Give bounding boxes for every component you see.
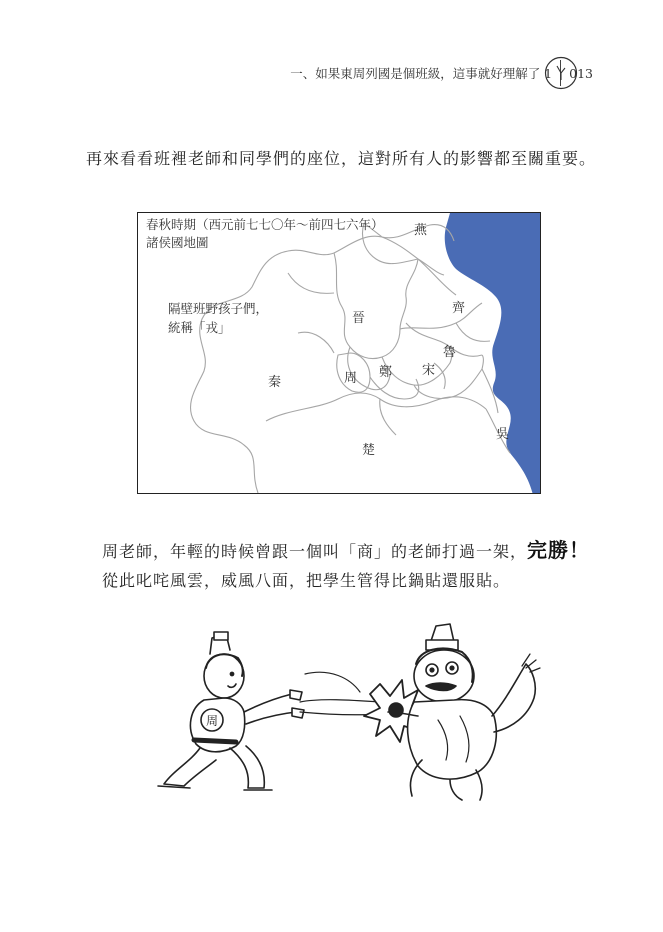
state-label-qin: 秦 — [268, 375, 282, 390]
shang-fighter — [388, 624, 540, 800]
story-line-2: 從此叱咤風雲，威風八面，把學生管得比鍋貼還服貼。 — [102, 571, 511, 590]
clock-icon — [544, 56, 578, 90]
rong-note-line1: 隔壁班野孩子們， — [168, 301, 269, 316]
story-line-1 — [102, 536, 602, 566]
robe-emblem: 周 — [205, 714, 219, 728]
state-label-yan: 燕 — [414, 223, 428, 238]
running-title: 一、如果東周列國是個班級，這事就好理解了 1 — [290, 66, 553, 81]
story-line-1-text: 周老師，年輕的時候曾跟一個叫「商」的老師打過一架， — [102, 542, 528, 561]
state-label-qi: 齊 — [452, 301, 466, 316]
state-label-jin: 晉 — [352, 311, 366, 326]
page-number: 013 — [569, 65, 593, 81]
state-label-zheng: 鄭 — [379, 365, 393, 380]
map-caption-line2: 諸侯國地圖 — [146, 235, 209, 250]
map-drawing — [138, 213, 541, 494]
story-paragraph — [102, 536, 602, 595]
sea-area — [445, 213, 541, 494]
map-caption-line1: 春秋時期（西元前七七〇年～前四七六年） — [146, 217, 384, 232]
spring-autumn-map — [137, 212, 541, 494]
map-caption — [146, 216, 384, 252]
rong-note — [168, 299, 268, 337]
zhou-fighter — [158, 632, 304, 790]
state-label-zhou: 周 — [344, 371, 358, 386]
rong-note-line2: 統稱「戎」 — [168, 320, 231, 335]
state-label-song: 宋 — [422, 363, 436, 378]
victory-emphasis: 完勝！ — [527, 538, 591, 562]
state-label-wu: 吳 — [496, 427, 510, 442]
fight-illustration — [150, 620, 550, 805]
state-label-chu: 楚 — [362, 443, 376, 458]
intro-paragraph: 再來看看班裡老師和同學們的座位，這對所有人的影響都至關重要。 — [86, 149, 597, 168]
state-label-lu: 魯 — [443, 345, 457, 360]
